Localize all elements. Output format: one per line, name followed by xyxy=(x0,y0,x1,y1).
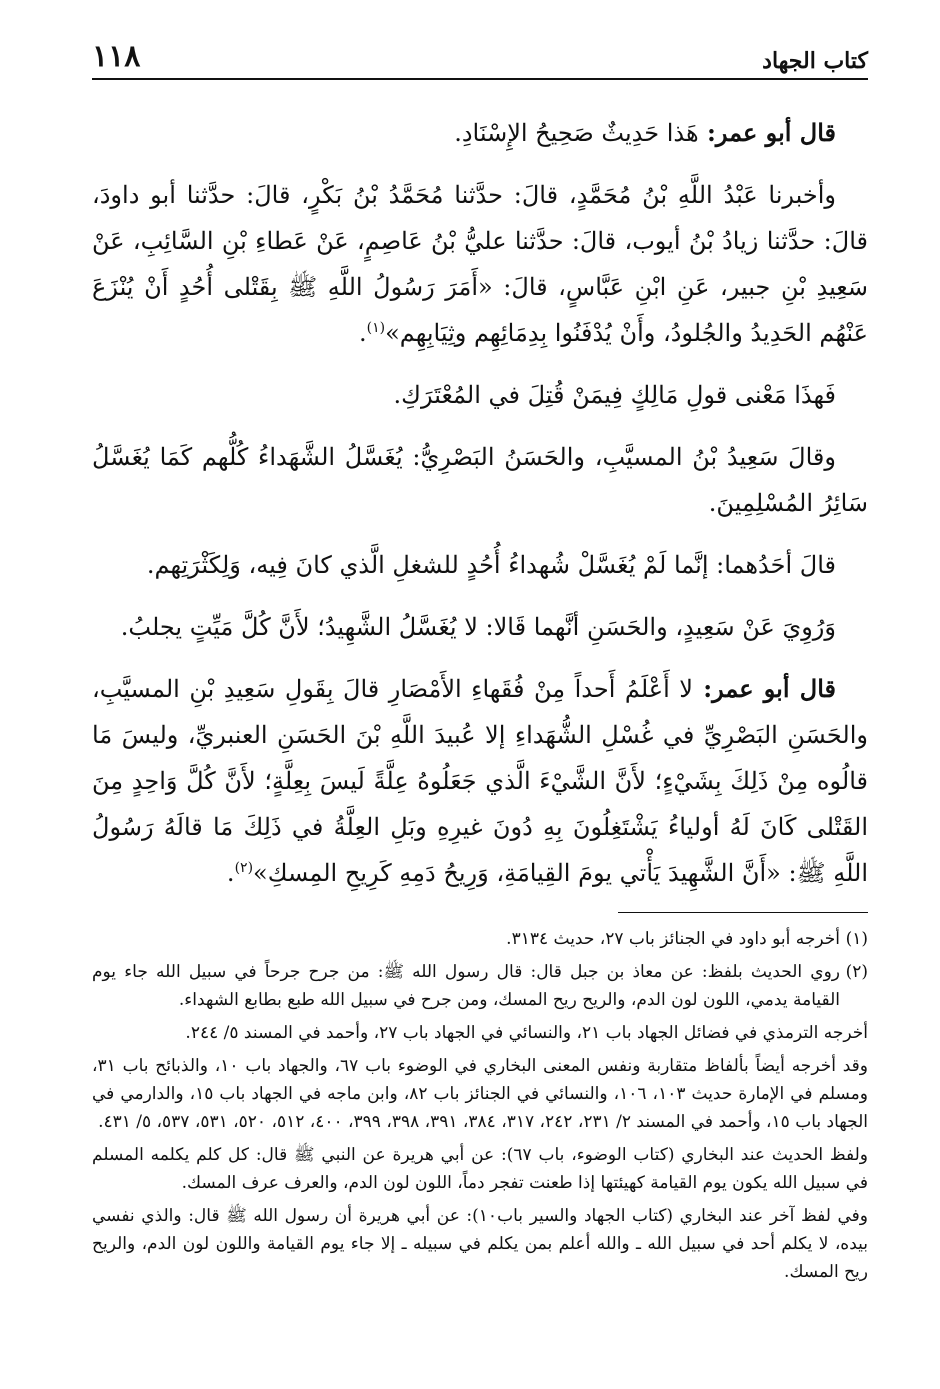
footnote-continuation: أخرجه الترمذي في فضائل الجهاد باب ٢١، والنسائي في الجهاد باب ٢٧، وأحمد في المسند ٥/ ٢٤٤. xyxy=(185,1023,868,1043)
footnote-number: (٢) xyxy=(845,962,868,982)
footnote xyxy=(92,925,868,953)
paragraph-text: فَهذَا مَعْنى قولِ مَالِكٍ فِيمَنْ قُتِلَ في المُعْتَرَكِ. xyxy=(393,381,836,409)
book-page xyxy=(92,28,868,1368)
footnote-text: أخرجه أبو داود في الجنائز باب ٢٧، حديث ٣١٣٤. xyxy=(506,929,840,949)
paragraph-text: هَذا حَدِيثٌ صَحِيحُ الإِسْنَادِ. xyxy=(454,119,699,147)
book-title: كتاب الجهاد xyxy=(762,48,868,74)
paragraph xyxy=(92,110,868,156)
page-number: ١١٨ xyxy=(92,39,141,74)
paragraph xyxy=(92,372,868,418)
paragraph-text: لا أَعْلَمُ أَحداً مِنْ فُقَهاءِ الأَمْصَارِ قالَ بِقَولِ سَعِيدِ بْنِ المسيَّبِ، والحَسَنِ البَصْرِيِّ في غُسْلِ الشُّهَداءِ إلا عُبيدَ اللَّهِ بْنَ الحَسَنِ العنبريِّ، وليسَ مَا قالُوه مِنْ ذَلِكَ بِشَيْءٍ؛ لأَنَّ الشَّيْءَ الَّذي جَعَلُوهُ عِلَّةً لَيسَ بِعِلَّةٍ؛ لأَنَّ كُلَّ وَاحِدٍ مِنَ القَتْلى كَانَ لَهُ أولياءُ يَشْتَغِلُونَ بِهِ دُونَ غيرِهِ وبَلِ العِلَّةُ في ذَلِكَ مَا قالَهُ رَسُولُ اللَّهِ ﷺ: «أَنَّ الشَّهِيدَ يَأْتي يومَ القِيامَةِ، وَرِيحُ دَمِهِ كَرِيحِ المِسكِ» xyxy=(92,675,868,887)
paragraph-tail: . xyxy=(226,859,235,887)
footnote-continuation: وفي لفظ آخر عند البخاري (كتاب الجهاد والسير باب١٠): عن أبي هريرة أن رسول الله ﷺ قال: والذي نفسي بيده، لا يكلم أحد في سبيل الله ـ والله أعلم بمن يكلم في سبيله ـ إلا جاء يوم القيامة واللون لون الدم، والريح ريح المسك. xyxy=(92,1206,868,1282)
speaker-label: قال أبو عمر: xyxy=(693,674,836,703)
footnotes xyxy=(92,925,868,1286)
speaker-label: قال أبو عمر: xyxy=(698,118,836,147)
paragraph xyxy=(92,434,868,526)
paragraph xyxy=(92,666,868,896)
footnote-ref[interactable]: (٢) xyxy=(234,860,254,876)
paragraph xyxy=(92,542,868,588)
paragraph xyxy=(92,604,868,650)
paragraph-text: وقالَ سَعِيدُ بْنُ المسيَّبِ، والحَسَنُ البَصْرِيُّ: يُغَسَّلُ الشَّهَداءُ كُلُّهم كَمَا يُغَسَّلُ سَائِرُ المُسْلِمِينَ. xyxy=(92,443,868,517)
paragraph xyxy=(92,172,868,356)
footnote xyxy=(92,958,868,1014)
paragraph-text: وَرُوِيَ عَنْ سَعِيدٍ، والحَسَنِ أنَّهما قَالا: لا يُغَسَّلُ الشَّهِيدُ؛ لأَنَّ كُلَّ مَيِّتٍ يجلبُ. xyxy=(120,613,836,641)
paragraph-text: وأخبرنا عَبْدُ اللَّهِ بْنُ مُحَمَّدٍ، قالَ: حدَّثنا مُحَمَّدُ بْنُ بَكْرٍ، قالَ: حدَّثنا أبو داودَ، قالَ: حدَّثنا زيادُ بْنُ أيوب، قالَ: حدَّثنا عليُّ بْنُ عَاصِمٍ، عَنْ عَطاءِ بْنِ السَّائِبِ، عَنْ سَعِيدِ بْنِ جبير، عَنِ ابْنِ عَبَّاسٍ، قالَ: «أَمَرَ رَسُولُ اللَّهِ ﷺ بِقَتْلى أُحُدٍ أَنْ يُنْزَعَ عَنْهُم الحَدِيدُ والجُلودُ، وأَنْ يُدْفَنُوا بِدِمَائِهِم وثِيَابِهِم» xyxy=(92,181,868,347)
footnote-number: (١) xyxy=(845,929,868,949)
footnote-divider xyxy=(618,912,868,913)
footnote-text: روي الحديث بلفظ: عن معاذ بن جبل قال: قال رسول الله ﷺ: من جرح جرحاً في سبيل الله جاء يوم القيامة يدمي، اللون لون الدم، والريح ريح المسك، ومن جرح في سبيل الله طبع بطابع الشهداء. xyxy=(92,962,840,1010)
paragraph-tail: . xyxy=(359,319,367,347)
footnote-continuation: وقد أخرجه أيضاً بألفاظ متقاربة ونفس المعنى البخاري في الوضوء باب ٦٧، والجهاد باب ١٠، والذبائح باب ٣١، ومسلم في الإمارة حديث ١٠٣، ١٠٦، والنسائي في الجنائز باب ٨٢، وابن ماجه في الجهاد باب ١٥، والدارمي في الجهاد باب ١٥، وأحمد في المسند ٢/ ٢٣١، ٢٤٢، ٣١٧، ٣٨٤، ٣٩١، ٣٩٨، ٣٩٩، ٤٠٠، ٥١٢، ٥٢٠، ٥٣١، ٥٣٧، ٥/ ٤٣١. xyxy=(92,1056,868,1132)
page-header xyxy=(92,28,868,80)
footnote-ref[interactable]: (١) xyxy=(366,320,386,336)
paragraph-text: قالَ أحَدُهما: إنَّما لَمْ يُغَسَّلْ شُهداءُ أُحُدٍ للشغلِ الَّذي كانَ فِيه، وَلِكَثْرَتِهم. xyxy=(146,551,836,579)
main-text xyxy=(92,110,868,896)
footnote-continuation: ولفظ الحديث عند البخاري (كتاب الوضوء، باب ٦٧): عن أبي هريرة عن النبي ﷺ قال: كل كلم يكلمه المسلم في سبيل الله يكون يوم القيامة كهيئتها إذا طعنت تفجر دماً، اللون لون الدم، والعرف عرف المسك. xyxy=(92,1145,868,1193)
